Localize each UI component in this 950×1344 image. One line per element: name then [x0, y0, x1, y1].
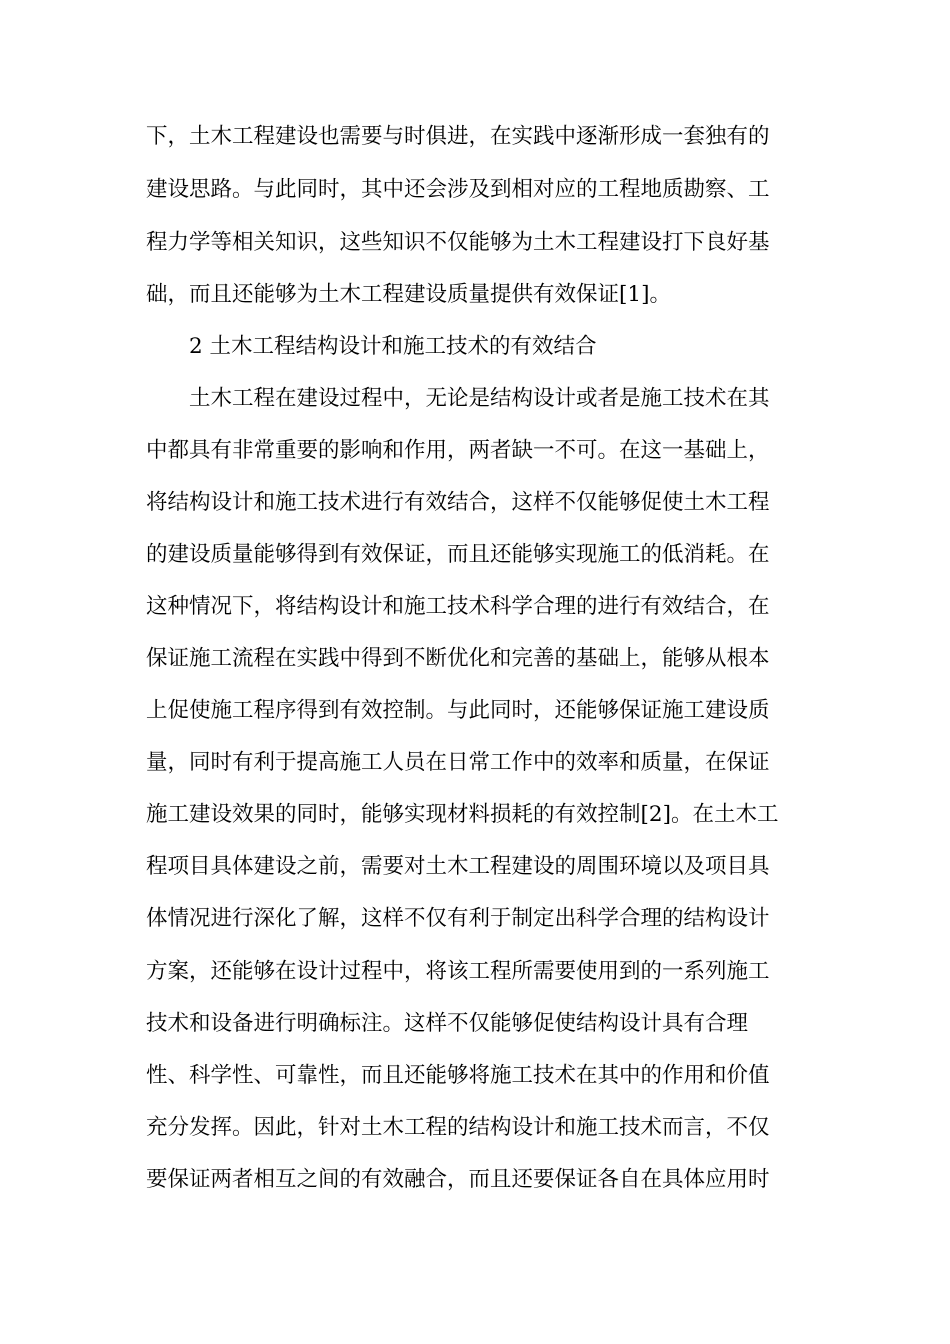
paragraph-line: 性、科学性、可靠性，而且还能够将施工技术在其中的作用和价值	[146, 1063, 770, 1088]
paragraph-line: 充分发挥。因此，针对土木工程的结构设计和施工技术而言，不仅	[146, 1115, 770, 1140]
paragraph-line: 土木工程在建设过程中，无论是结构设计或者是施工技术在其	[189, 386, 770, 411]
paragraph-line: 下，土木工程建设也需要与时俱进，在实践中逐渐形成一套独有的	[146, 124, 770, 149]
paragraph-line: 程力学等相关知识，这些知识不仅能够为土木工程建设打下良好基	[146, 230, 770, 255]
paragraph-line: 要保证两者相互之间的有效融合，而且还要保证各自在具体应用时	[146, 1167, 770, 1192]
paragraph-line: 的建设质量能够得到有效保证，而且还能够实现施工的低消耗。在	[146, 542, 770, 567]
paragraph-line: 将结构设计和施工技术进行有效结合，这样不仅能够促使土木工程	[146, 490, 770, 515]
paragraph-line: 程项目具体建设之前，需要对土木工程建设的周围环境以及项目具	[146, 854, 770, 879]
paragraph-line: 量，同时有利于提高施工人员在日常工作中的效率和质量，在保证	[146, 750, 770, 775]
paragraph-line: 技术和设备进行明确标注。这样不仅能够促使结构设计具有合理	[146, 1011, 749, 1036]
paragraph-line: 保证施工流程在实践中得到不断优化和完善的基础上，能够从根本	[146, 646, 770, 671]
paragraph-line: 上促使施工程序得到有效控制。与此同时，还能够保证施工建设质	[146, 698, 770, 723]
paragraph-line: 建设思路。与此同时，其中还会涉及到相对应的工程地质勘察、工	[146, 177, 770, 202]
paragraph-line: 施工建设效果的同时，能够实现材料损耗的有效控制[2]。在土木工	[146, 802, 779, 827]
paragraph-line: 这种情况下，将结构设计和施工技术科学合理的进行有效结合，在	[146, 594, 770, 619]
section-heading: 2 土木工程结构设计和施工技术的有效结合	[189, 334, 597, 359]
paragraph-line: 中都具有非常重要的影响和作用，两者缺一不可。在这一基础上，	[146, 438, 770, 463]
paragraph-line: 础，而且还能够为土木工程建设质量提供有效保证[1]。	[146, 282, 671, 307]
paragraph-line: 体情况进行深化了解，这样不仅有利于制定出科学合理的结构设计	[146, 906, 770, 931]
paragraph-line: 方案，还能够在设计过程中，将该工程所需要使用到的一系列施工	[146, 959, 770, 984]
